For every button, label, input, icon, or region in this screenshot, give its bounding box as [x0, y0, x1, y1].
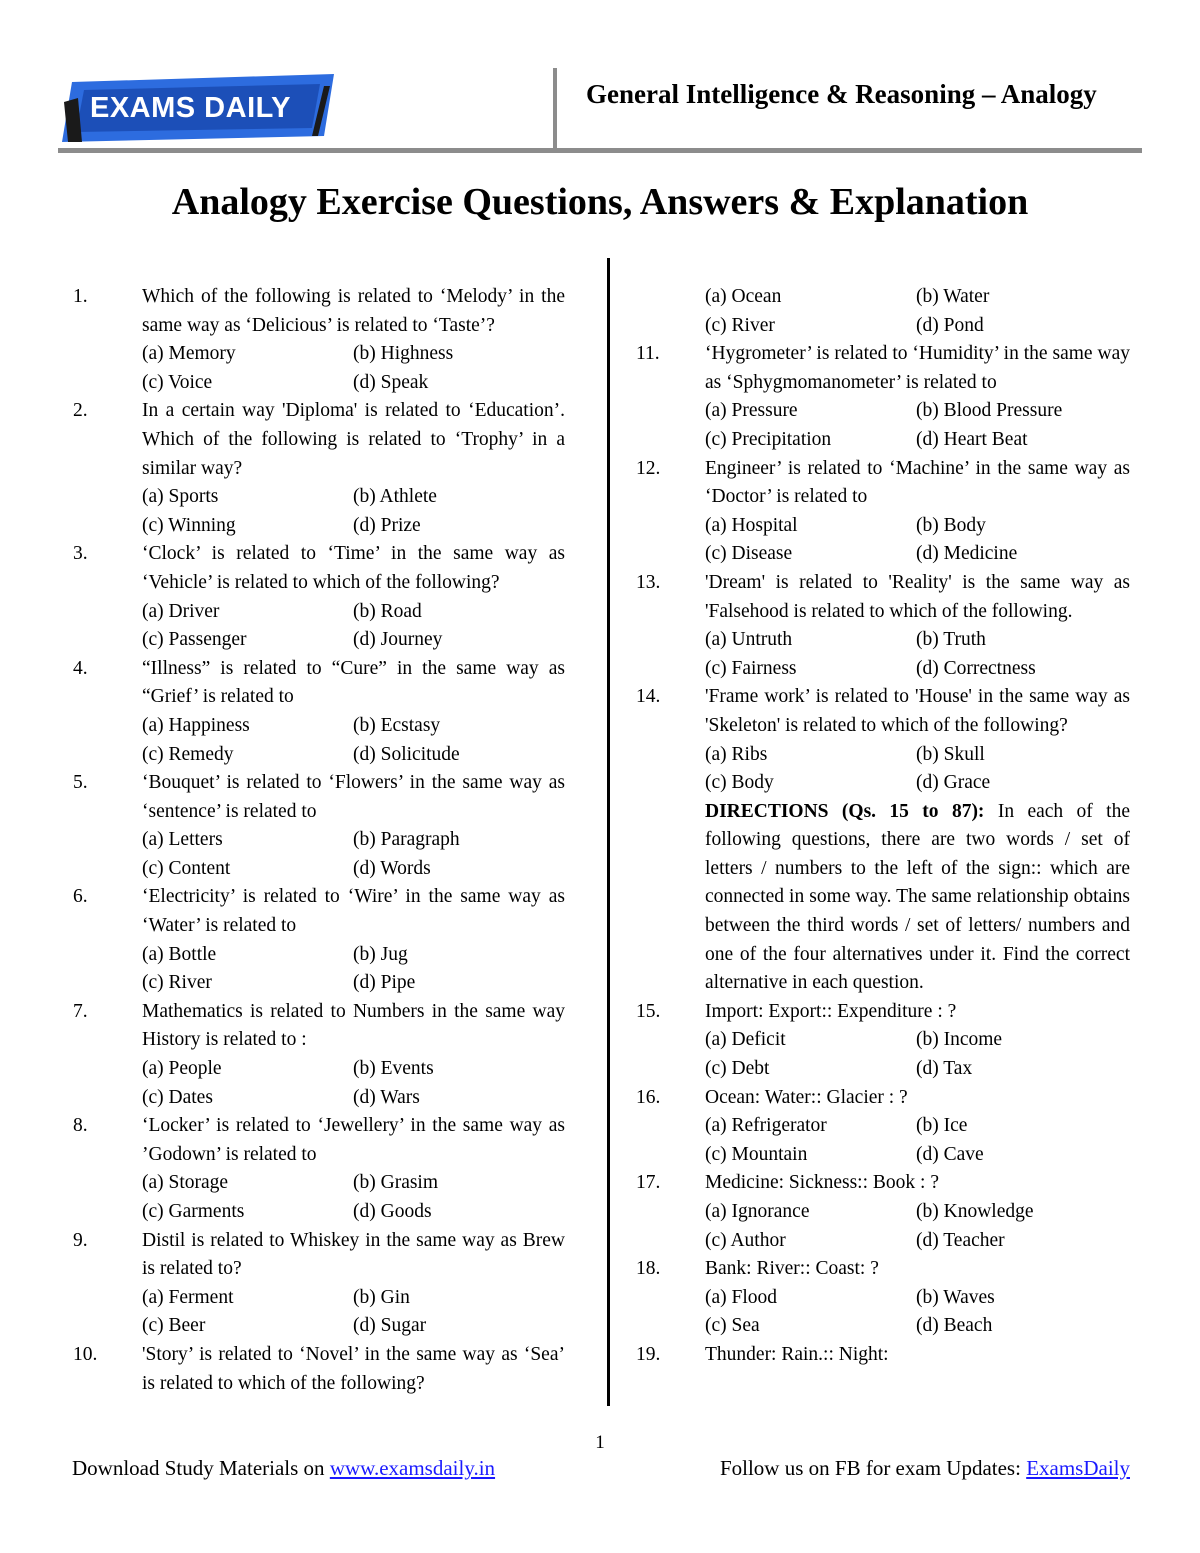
question-item: [636, 998, 1130, 1084]
answer-option: (c) River: [142, 972, 212, 994]
answer-option: (d) Pipe: [353, 972, 416, 994]
answer-options: [142, 712, 565, 769]
header-rule: [58, 148, 1142, 153]
question-text: Bank: River:: Coast: ?: [705, 1258, 879, 1280]
footer-download-label: Download Study Materials on: [72, 1456, 330, 1480]
answer-option: (b) Gin: [353, 1286, 410, 1308]
left-column: [73, 283, 565, 1398]
answer-option: (d) Medicine: [916, 543, 1018, 565]
question-number: 4.: [73, 657, 88, 679]
answer-option: (b) Waves: [916, 1286, 995, 1308]
question-item: [636, 1341, 1130, 1370]
answer-option: (d) Solicitude: [353, 743, 460, 765]
answer-option: (c) Precipitation: [705, 428, 832, 450]
website-link[interactable]: www.examsdaily.in: [329, 1456, 496, 1480]
answer-option: (a) Untruth: [705, 629, 793, 651]
question-text: ‘Locker’ is related to ‘Jewellery’ in the same way as ’Godown’ is related to: [142, 1115, 565, 1165]
q10-options: [636, 283, 1130, 340]
answer-options: [705, 741, 1130, 798]
question-number: 7.: [73, 1000, 88, 1022]
answer-option: (b) Paragraph: [353, 829, 460, 851]
answer-options: [142, 340, 565, 397]
question-item: [73, 998, 565, 1112]
question-item: [636, 683, 1130, 797]
answer-option: (d) Grace: [916, 772, 991, 794]
answer-option: (a) Hospital: [705, 514, 798, 536]
directions-heading: DIRECTIONS (Qs. 15 to 87):: [705, 800, 985, 822]
answer-options: [705, 1026, 1130, 1083]
answer-option: (d) Cave: [916, 1143, 984, 1165]
answer-option: (a) Ribs: [705, 743, 768, 765]
answer-options: [705, 1198, 1130, 1255]
question-text: “Illness” is related to “Cure” in the same way as “Grief’ is related to: [142, 657, 565, 708]
answer-option: (b) Income: [916, 1029, 1003, 1051]
question-item: [73, 1227, 565, 1341]
answer-option: (c) River: [705, 314, 775, 336]
answer-options: [705, 512, 1130, 569]
answer-option: (c) Sea: [705, 1315, 760, 1337]
page-title: Analogy Exercise Questions, Answers & Explanation: [171, 181, 1029, 223]
answer-option: (b) Ice: [916, 1115, 968, 1137]
question-number: 19.: [636, 1343, 661, 1365]
answer-option: (b) Knowledge: [916, 1201, 1034, 1222]
answer-options: [142, 1284, 565, 1341]
question-item: [73, 883, 565, 997]
question-text: Mathematics is related to Numbers in the same way History is related to :: [142, 1000, 565, 1051]
question-text: ‘Hygrometer’ is related to ‘Humidity’ in the same way as ‘Sphygmomanometer’ is related to: [705, 343, 1130, 393]
answer-option: (a) Refrigerator: [705, 1115, 827, 1137]
answer-option: (b) Ecstasy: [353, 714, 441, 736]
answer-options: [705, 1284, 1130, 1341]
header-title: General Intelligence & Reasoning – Analogy: [586, 79, 1097, 109]
question-number: 13.: [636, 571, 661, 593]
question-number: 16.: [636, 1086, 661, 1108]
answer-option: (a) Ocean: [705, 286, 782, 307]
answer-option: (d) Speak: [353, 371, 429, 393]
question-number: 9.: [73, 1229, 88, 1251]
answer-option: (d) Heart Beat: [916, 428, 1028, 450]
answer-option: (b) Road: [353, 600, 422, 622]
answer-option: (a) Letters: [142, 829, 223, 851]
page-number: 1: [595, 1432, 605, 1453]
answer-option: (d) Prize: [353, 514, 421, 536]
question-text: Thunder: Rain.:: Night:: [705, 1343, 889, 1365]
answer-option: (c) Passenger: [142, 629, 247, 651]
answer-option: (a) Deficit: [705, 1029, 786, 1051]
question-number: 14.: [636, 686, 661, 708]
question-item: [636, 569, 1130, 683]
answer-option: (b) Grasim: [353, 1172, 439, 1194]
answer-option: (d) Goods: [353, 1201, 432, 1222]
question-item: [73, 397, 565, 540]
answer-option: (a) Ignorance: [705, 1201, 810, 1222]
question-number: 1.: [73, 286, 88, 307]
answer-options: [705, 626, 1130, 683]
answer-options: [142, 941, 565, 998]
question-number: 3.: [73, 543, 88, 565]
answer-option: (b) Body: [916, 514, 986, 536]
answer-option: (c) Mountain: [705, 1143, 808, 1165]
question-text: 'Story’ is related to ‘Novel’ in the same way as ‘Sea’ is related to which of the following?: [142, 1343, 565, 1394]
answer-options: [705, 397, 1130, 454]
question-number: 15.: [636, 1000, 661, 1022]
facebook-link[interactable]: ExamsDaily: [1026, 1456, 1130, 1480]
question-text: Ocean: Water:: Glacier : ?: [705, 1086, 908, 1108]
answer-option: (c) Body: [705, 772, 774, 794]
question-number: 12.: [636, 457, 661, 479]
question-item: [73, 540, 565, 654]
answer-option: (c) Author: [705, 1229, 786, 1251]
answer-options: [142, 1055, 565, 1112]
column-divider: [607, 258, 610, 1406]
answer-option: (a) Ferment: [142, 1286, 234, 1308]
answer-option: (b) Skull: [916, 743, 985, 765]
question-number: 2.: [73, 400, 88, 422]
answer-options: [142, 483, 565, 540]
question-item: [73, 283, 565, 397]
answer-option: (a) Pressure: [705, 400, 798, 422]
answer-option: (b) Events: [353, 1058, 434, 1080]
answer-option: (a) People: [142, 1058, 222, 1080]
answer-option: (c) Dates: [142, 1086, 213, 1108]
question-text: ‘Electricity’ is related to ‘Wire’ in the same way as ‘Water’ is related to: [142, 886, 565, 937]
answer-option: (d) Words: [353, 857, 431, 879]
right-column: [636, 283, 1130, 1370]
answer-option: (c) Content: [142, 857, 231, 879]
directions: [636, 798, 1130, 998]
answer-option: (d) Correctness: [916, 657, 1036, 679]
footer-follow-label: Follow us on FB for exam Updates:: [719, 1456, 1027, 1480]
answer-option: (b) Jug: [353, 943, 408, 965]
answer-option: (c) Winning: [142, 514, 236, 536]
question-item: [636, 1169, 1130, 1255]
question-list-a: [636, 340, 1130, 798]
question-text: In a certain way 'Diploma' is related to ‘Education’. Which of the following is related to ‘Trophy’ in a similar way?: [142, 400, 565, 479]
question-number: 8.: [73, 1115, 88, 1137]
answer-options: [142, 598, 565, 655]
answer-option: (c) Fairness: [705, 657, 797, 679]
answer-options: [142, 826, 565, 883]
answer-option: (d) Beach: [916, 1315, 993, 1337]
answer-option: (a) Flood: [705, 1286, 778, 1308]
answer-options: [705, 1112, 1130, 1169]
answer-option: (c) Remedy: [142, 743, 234, 765]
answer-option: (a) Driver: [142, 600, 220, 622]
question-text: 'Frame work’ is related to 'House' in the same way as 'Skeleton' is related to which of the following?: [705, 686, 1130, 736]
question-list-b: [636, 998, 1130, 1370]
question-item: [636, 1255, 1130, 1341]
question-number: 11.: [636, 343, 660, 365]
answer-option: (d) Pond: [916, 314, 984, 336]
header-divider: [553, 68, 557, 150]
answer-option: (d) Tax: [916, 1058, 973, 1080]
question-item: [73, 1112, 565, 1226]
footer-follow: [720, 1456, 1130, 1481]
answer-option: (c) Beer: [142, 1315, 206, 1337]
directions-text: In each of the following questions, there are two words / set of letters / numbers to the left of the sign:: which are connected in some way. The same relationship obtains between the third words / set of letters/ numbers and one of the four alternatives under it. Find the correct alternative in each question.: [705, 800, 1131, 994]
question-text: 'Dream' is related to 'Reality' is the same way as 'Falsehood is related to which of the following.: [705, 571, 1130, 622]
question-number: 17.: [636, 1172, 661, 1194]
question-item: [636, 340, 1130, 454]
footer-download: [72, 1456, 495, 1481]
question-text: ‘Bouquet’ is related to ‘Flowers’ in the same way as ‘sentence’ is related to: [142, 772, 565, 822]
question-item: [73, 1341, 565, 1398]
answer-option: (d) Sugar: [353, 1315, 427, 1337]
answer-options: [142, 1169, 565, 1226]
logo-text: EXAMS DAILY: [90, 92, 292, 124]
answer-option: (a) Storage: [142, 1172, 229, 1194]
question-text: Engineer’ is related to ‘Machine’ in the same way as ‘Doctor’ is related to: [705, 457, 1130, 508]
question-item: [73, 655, 565, 769]
answer-option: (d) Journey: [353, 629, 443, 651]
answer-option: (c) Disease: [705, 543, 793, 565]
answer-option: (d) Wars: [353, 1086, 420, 1108]
question-text: Distil is related to Whiskey in the same way as Brew is related to?: [142, 1229, 565, 1280]
question-text: Import: Export:: Expenditure : ?: [705, 1000, 957, 1022]
question-text: Which of the following is related to ‘Melody’ in the same way as ‘Delicious’ is related to ‘Taste’?: [142, 286, 565, 336]
answer-option: (b) Athlete: [353, 486, 437, 508]
question-item: [636, 1084, 1130, 1170]
question-item: [636, 455, 1130, 569]
answer-option: (b) Blood Pressure: [916, 400, 1063, 422]
answer-option: (c) Voice: [142, 371, 213, 393]
question-number: 5.: [73, 772, 88, 794]
answer-option: (d) Teacher: [916, 1229, 1005, 1251]
exams-daily-logo: [62, 68, 337, 148]
answer-option: (a) Happiness: [142, 714, 250, 736]
question-text: ‘Clock’ is related to ‘Time’ in the same way as ‘Vehicle’ is related to which of the following?: [142, 543, 565, 593]
question-number: 18.: [636, 1258, 661, 1280]
question-number: 6.: [73, 886, 88, 908]
answer-option: (a) Memory: [142, 343, 236, 365]
answer-option: (b) Truth: [916, 629, 986, 651]
answer-option: (c) Garments: [142, 1201, 245, 1222]
question-text: Medicine: Sickness:: Book : ?: [705, 1172, 939, 1194]
answer-option: (c) Debt: [705, 1058, 770, 1080]
answer-option: (a) Bottle: [142, 943, 217, 965]
answer-option: (b) Highness: [353, 343, 454, 365]
question-number: 10.: [73, 1343, 98, 1365]
answer-option: (b) Water: [916, 286, 990, 307]
question-item: [73, 769, 565, 883]
answer-option: (a) Sports: [142, 486, 219, 508]
